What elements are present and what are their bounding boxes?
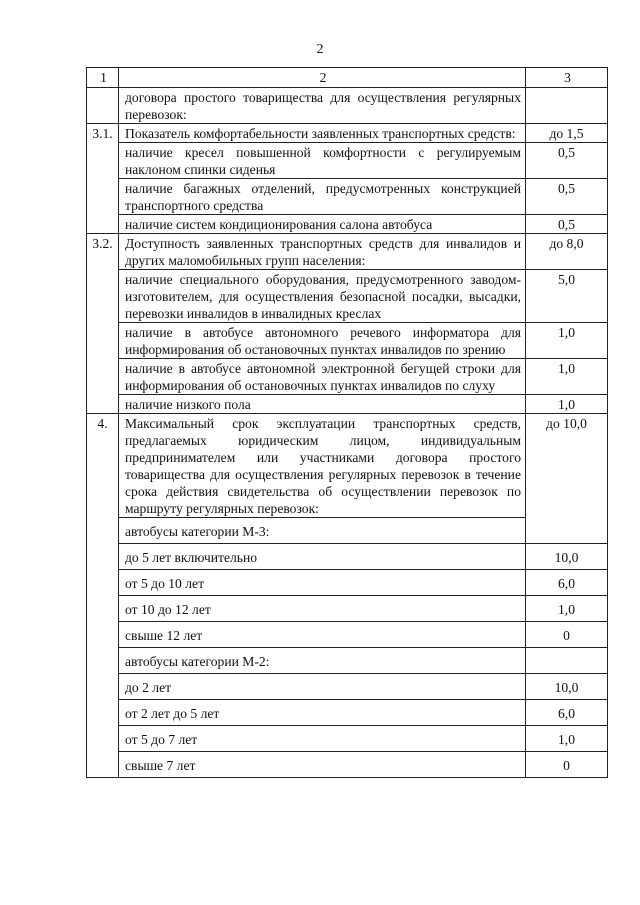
row-text: наличие специального оборудования, предусмотренного заводом-изготовителем, для осуществления безопасной посадки, высадки, перевозки инвалидов в инвалидных креслах [119, 270, 526, 323]
table-row [87, 215, 608, 234]
row-number [87, 544, 119, 570]
row-value: 0,5 [526, 179, 608, 215]
row-value: 5,0 [526, 270, 608, 323]
row-value: 1,0 [526, 359, 608, 395]
table-row [87, 359, 608, 395]
row-value [526, 88, 608, 124]
row-text: свыше 7 лет [119, 752, 526, 778]
row-value [526, 648, 608, 674]
row-text: наличие кресел повышенной комфортности с регулируемым наклоном спинки сиденья [119, 143, 526, 179]
row-value: 0,5 [526, 143, 608, 179]
row-value [526, 518, 608, 544]
row-value: 10,0 [526, 674, 608, 700]
row-value: 1,0 [526, 395, 608, 414]
row-number [87, 700, 119, 726]
row-text: до 5 лет включительно [119, 544, 526, 570]
row-text: от 5 до 10 лет [119, 570, 526, 596]
table-row [87, 88, 608, 124]
row-value: 6,0 [526, 700, 608, 726]
row-number [87, 179, 119, 215]
table-row [87, 752, 608, 778]
row-number: 3.2. [87, 234, 119, 270]
row-number [87, 143, 119, 179]
row-text: от 2 лет до 5 лет [119, 700, 526, 726]
row-text: наличие в автобусе автономной электронной бегущей строки для информирования об остановочных пунктах инвалидов по слуху [119, 359, 526, 395]
row-text: наличие систем кондиционирования салона автобуса [119, 215, 526, 234]
table-row [87, 518, 608, 544]
table-row [87, 395, 608, 414]
row-number: 4. [87, 414, 119, 518]
row-value: 10,0 [526, 544, 608, 570]
row-value: 1,0 [526, 726, 608, 752]
row-number [87, 726, 119, 752]
row-number [87, 570, 119, 596]
row-text: Доступность заявленных транспортных средств для инвалидов и других маломобильных групп населения: [119, 234, 526, 270]
row-text: Максимальный срок эксплуатации транспортных средств, предлагаемых юридическим лицом, индивидуальным предпринимателем или участниками договора простого товарищества для осуществления регулярных перевозок в течение срока действия свидетельства об осуществлении перевозок по маршруту регулярных перевозок: [119, 414, 526, 518]
row-text: до 2 лет [119, 674, 526, 700]
row-text: автобусы категории М-2: [119, 648, 526, 674]
table-row [87, 414, 608, 518]
row-text: наличие в автобусе автономного речевого информатора для информирования об остановочных пунктах инвалидов по зрению [119, 323, 526, 359]
table-row [87, 648, 608, 674]
row-number [87, 596, 119, 622]
table-row [87, 323, 608, 359]
table-row [87, 124, 608, 143]
row-value: до 10,0 [526, 414, 608, 518]
header-col-3: 3 [526, 68, 608, 88]
table-row [87, 270, 608, 323]
row-value: 6,0 [526, 570, 608, 596]
row-number [87, 88, 119, 124]
table-row [87, 622, 608, 648]
row-text: Показатель комфортабельности заявленных транспортных средств: [119, 124, 526, 143]
page-number: 2 [316, 42, 324, 57]
row-number [87, 648, 119, 674]
row-text: от 10 до 12 лет [119, 596, 526, 622]
row-number [87, 518, 119, 544]
row-text: от 5 до 7 лет [119, 726, 526, 752]
row-text: автобусы категории М-3: [119, 518, 526, 544]
row-number [87, 674, 119, 700]
header-col-1: 1 [87, 68, 119, 88]
row-number [87, 359, 119, 395]
table-header-row [87, 68, 608, 88]
row-value: до 1,5 [526, 124, 608, 143]
row-number [87, 270, 119, 323]
row-value: 1,0 [526, 596, 608, 622]
row-value: 1,0 [526, 323, 608, 359]
criteria-table [86, 67, 608, 778]
table-row [87, 570, 608, 596]
header-col-2: 2 [119, 68, 526, 88]
row-number: 3.1. [87, 124, 119, 143]
table-row [87, 544, 608, 570]
row-text: свыше 12 лет [119, 622, 526, 648]
table-row [87, 143, 608, 179]
row-value: 0 [526, 752, 608, 778]
table-row [87, 179, 608, 215]
row-number [87, 395, 119, 414]
table-row [87, 700, 608, 726]
row-value: до 8,0 [526, 234, 608, 270]
row-value: 0 [526, 622, 608, 648]
row-number [87, 622, 119, 648]
table-row [87, 596, 608, 622]
row-text: наличие багажных отделений, предусмотренных конструкцией транспортного средства [119, 179, 526, 215]
row-number [87, 752, 119, 778]
table-row [87, 674, 608, 700]
table-row [87, 234, 608, 270]
row-number [87, 215, 119, 234]
table-row [87, 726, 608, 752]
row-number [87, 323, 119, 359]
row-value: 0,5 [526, 215, 608, 234]
row-text: договора простого товарищества для осуществления регулярных перевозок: [119, 88, 526, 124]
row-text: наличие низкого пола [119, 395, 526, 414]
